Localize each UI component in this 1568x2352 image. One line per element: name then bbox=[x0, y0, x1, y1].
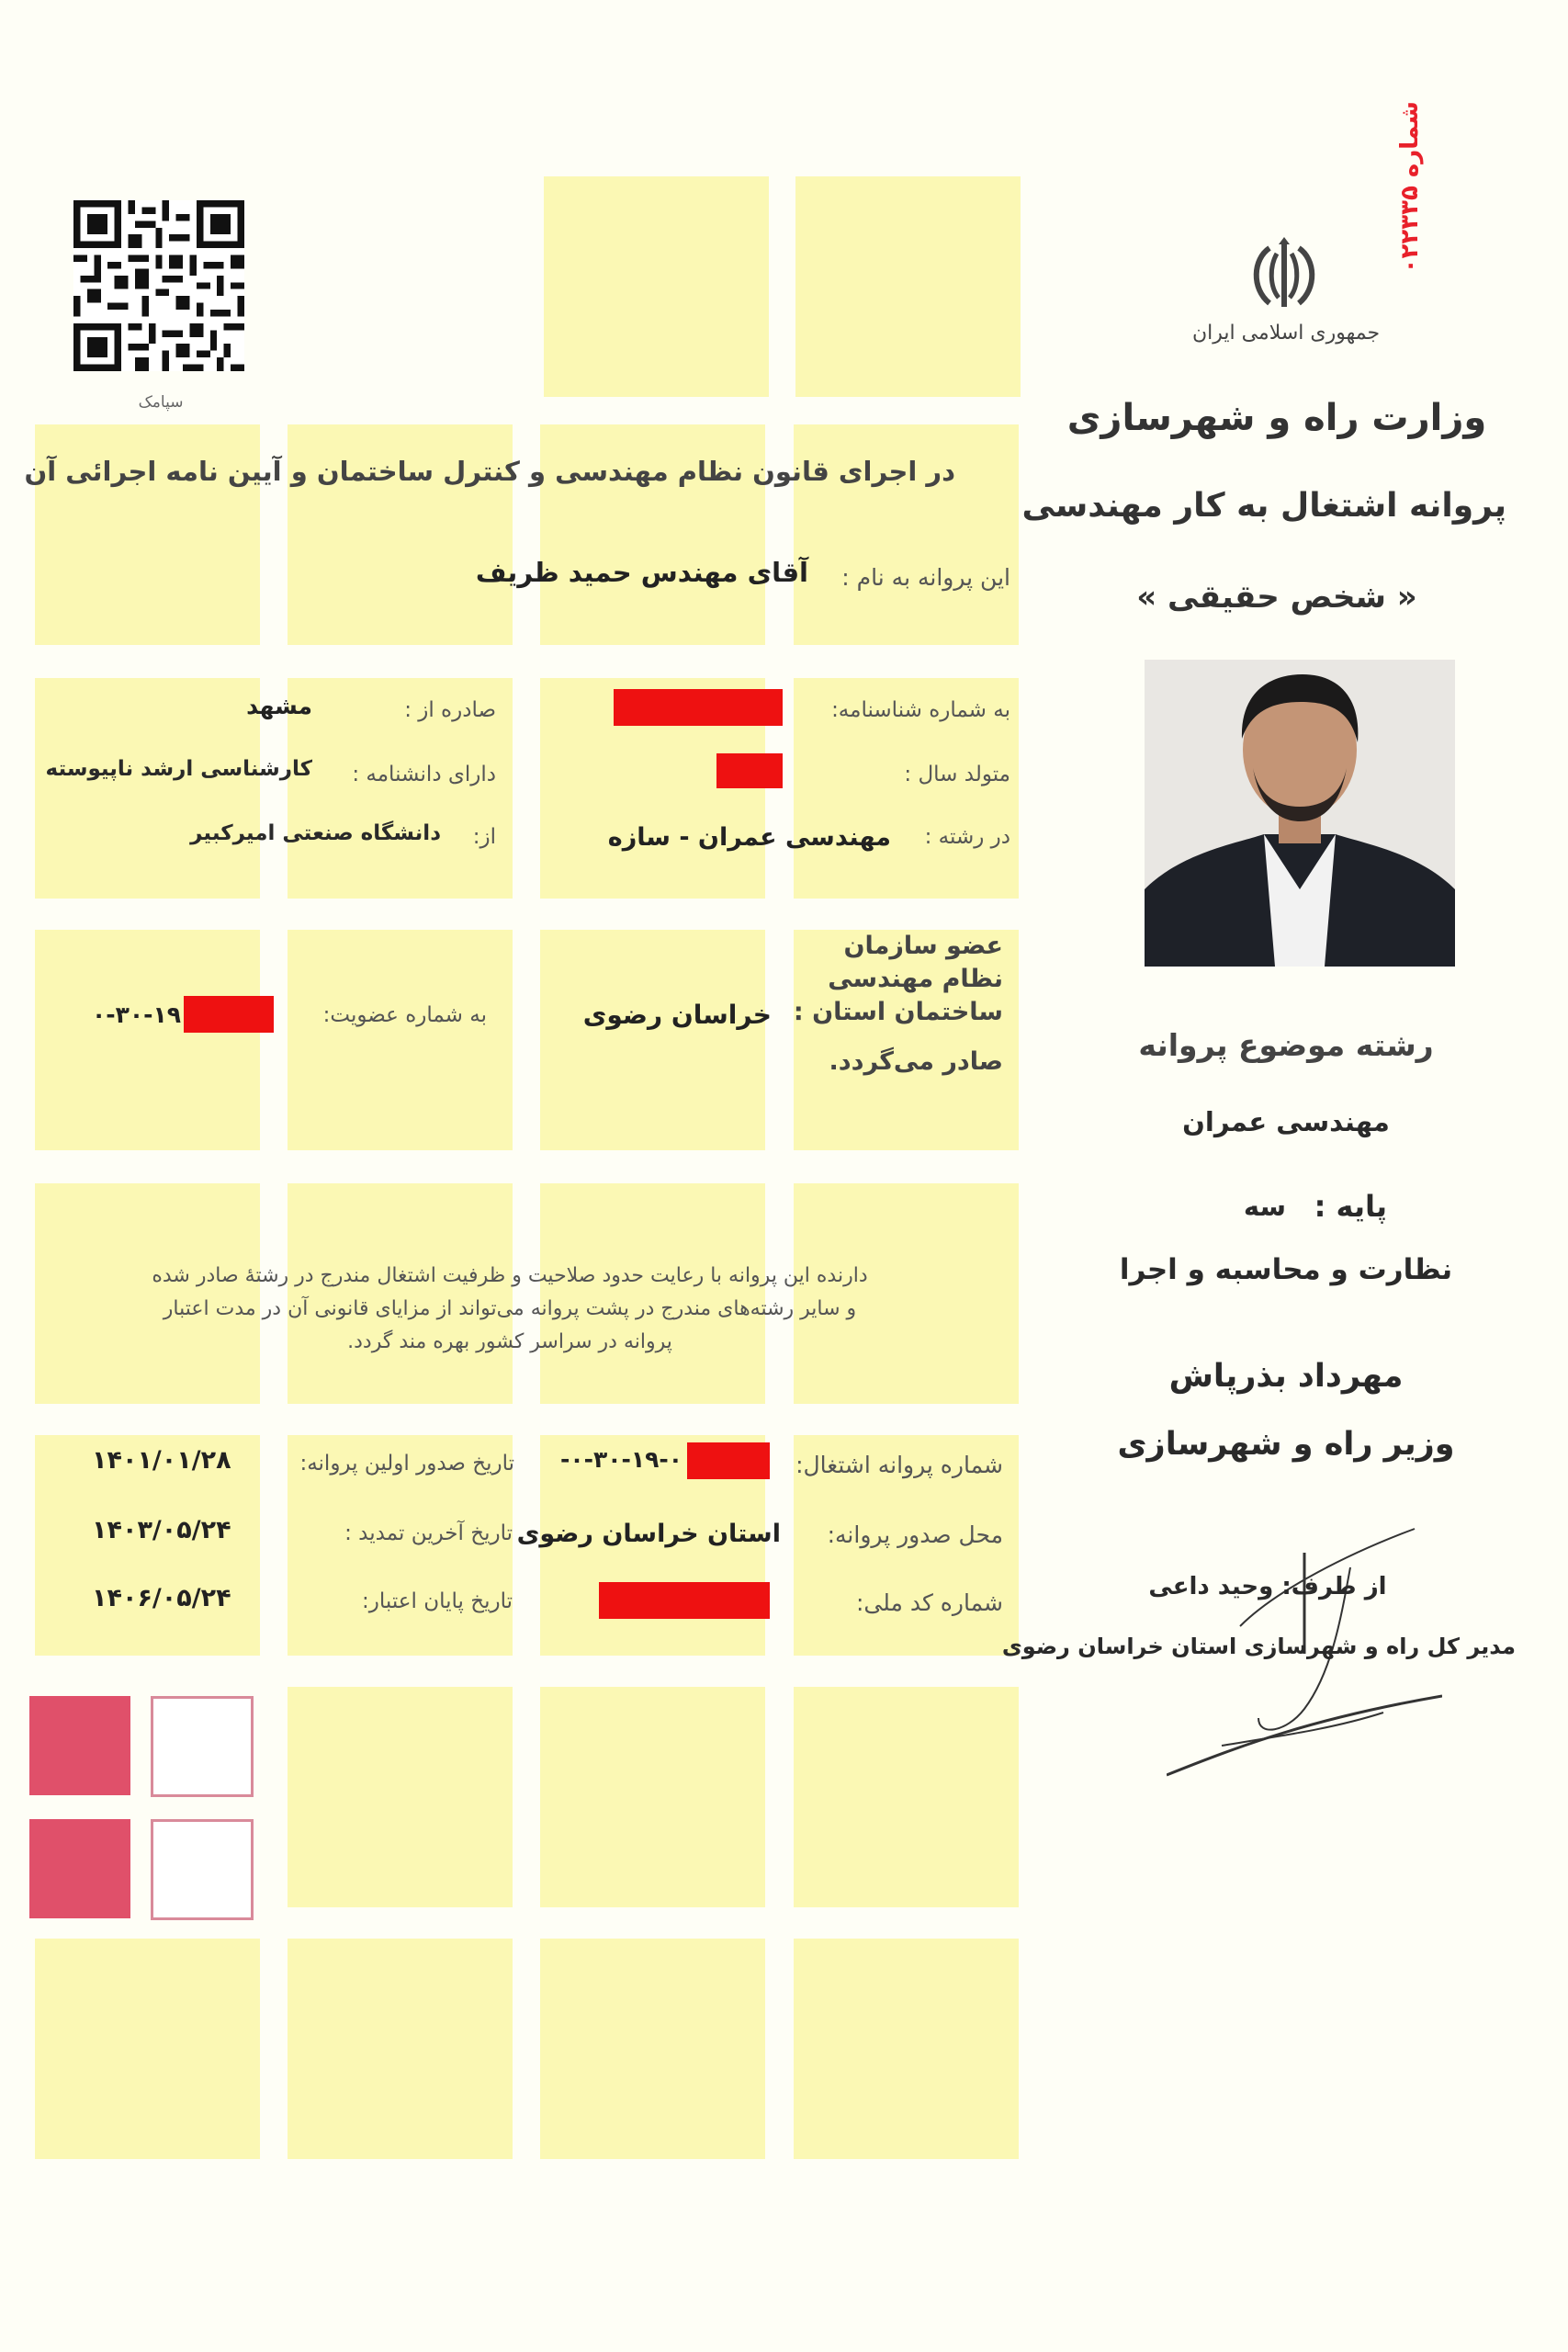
serial-number: شماره ۰۲۲۳۳۵ bbox=[1396, 101, 1424, 274]
emblem-caption: جمهوری اسلامی ایران bbox=[1191, 322, 1381, 345]
university-value: دانشگاه صنعتی امیرکبیر bbox=[190, 821, 441, 845]
license-number-label: شماره پروانه اشتغال: bbox=[795, 1452, 1003, 1478]
issued-note: صادر می‌گردد. bbox=[829, 1047, 1003, 1076]
redaction bbox=[687, 1442, 770, 1479]
qr-code bbox=[73, 200, 244, 371]
notice-line-2: و سایر رشته‌های مندرج در پشت پروانه می‌تواند از مزایای قانونی آن در مدت اعتبار bbox=[163, 1297, 857, 1320]
member-number-label: به شماره عضویت: bbox=[322, 1003, 487, 1027]
holder-photo bbox=[1145, 660, 1455, 967]
holder-name-label: این پروانه به نام : bbox=[841, 564, 1010, 591]
redaction bbox=[614, 689, 783, 726]
scope-value: نظارت و محاسبه و اجرا bbox=[1119, 1253, 1453, 1286]
on-behalf-text: از طرف: وحید داعی bbox=[1148, 1573, 1387, 1600]
grade-label: پایه : bbox=[1314, 1189, 1387, 1224]
qr-caption: سپامک bbox=[138, 393, 184, 412]
expiry-label: تاریخ پایان اعتبار: bbox=[362, 1589, 513, 1613]
renewal-value: ۱۴۰۳/۰۵/۲۴ bbox=[92, 1516, 231, 1544]
mark-square-outline bbox=[151, 1696, 254, 1797]
notice-line-1: دارنده این پروانه با رعایت حدود صلاحیت و ظرفیت اشتغال مندرج در رشتهٔ صادر شده bbox=[152, 1264, 868, 1287]
ministry-title: وزارت راه و شهرسازی bbox=[1066, 397, 1487, 439]
field-value: مهندسی عمران - سازه bbox=[607, 823, 891, 852]
minister-title: وزیر راه و شهرسازی bbox=[1117, 1426, 1455, 1463]
org-line-3: ساختمان استان : bbox=[793, 998, 1003, 1026]
person-type: « شخص حقیقی » bbox=[1136, 579, 1417, 616]
license-title: پروانه اشتغال به کار مهندسی bbox=[1021, 487, 1506, 525]
birth-year-label: متولد سال : bbox=[904, 763, 1010, 786]
member-number-suffix: ۰-۳۰-۱۹ bbox=[92, 1001, 182, 1028]
holder-name-value: آقای مهندس حمید ظریف bbox=[475, 557, 808, 588]
minister-name: مهرداد بذرپاش bbox=[1168, 1358, 1404, 1395]
mark-square bbox=[29, 1819, 130, 1918]
first-issue-value: ۱۴۰۱/۰۱/۲۸ bbox=[92, 1446, 231, 1475]
issue-place-value: استان خراسان رضوی bbox=[516, 1520, 781, 1548]
degree-value: کارشناسی ارشد ناپیوسته bbox=[45, 757, 312, 781]
university-from-label: از: bbox=[472, 825, 496, 849]
national-id-label: شماره کد ملی: bbox=[855, 1589, 1003, 1616]
issue-place-label: محل صدور پروانه: bbox=[827, 1521, 1003, 1548]
license-number-value: -۰-۳۰-۱۹-۰ bbox=[560, 1446, 683, 1473]
redaction bbox=[184, 996, 274, 1033]
mark-square bbox=[29, 1696, 130, 1795]
org-line-2: نظام مهندسی bbox=[828, 965, 1003, 993]
mark-square-outline bbox=[151, 1819, 254, 1920]
redaction bbox=[716, 753, 783, 788]
subject-title: رشته موضوع پروانه bbox=[1138, 1027, 1434, 1063]
intro-text: در اجرای قانون نظام مهندسی و کنترل ساختمان و آیین نامه اجرائی آن bbox=[24, 456, 955, 487]
degree-label: دارای دانشنامه : bbox=[352, 763, 496, 786]
notice-line-3: پروانه در سراسر کشور بهره مند گردد. bbox=[347, 1330, 672, 1353]
redaction bbox=[599, 1582, 770, 1619]
org-line-1: عضو سازمان bbox=[843, 932, 1003, 960]
emblem-icon bbox=[1242, 235, 1326, 314]
subject-value: مهندسی عمران bbox=[1182, 1106, 1390, 1137]
issued-from-label: صادره از : bbox=[404, 698, 496, 722]
first-issue-label: تاریخ صدور اولین پروانه: bbox=[299, 1452, 514, 1476]
field-label: در رشته : bbox=[924, 825, 1010, 849]
id-number-label: به شماره شناسنامه: bbox=[831, 698, 1010, 722]
grade-value: سه bbox=[1243, 1191, 1286, 1222]
renewal-label: تاریخ آخرین تمدید : bbox=[344, 1521, 513, 1545]
expiry-value: ۱۴۰۶/۰۵/۲۴ bbox=[92, 1584, 231, 1612]
director-text: مدیر کل راه و شهرسازی استان خراسان رضوی bbox=[1001, 1634, 1516, 1659]
province-value: خراسان رضوی bbox=[582, 1000, 772, 1030]
issued-from-value: مشهد bbox=[246, 693, 312, 719]
